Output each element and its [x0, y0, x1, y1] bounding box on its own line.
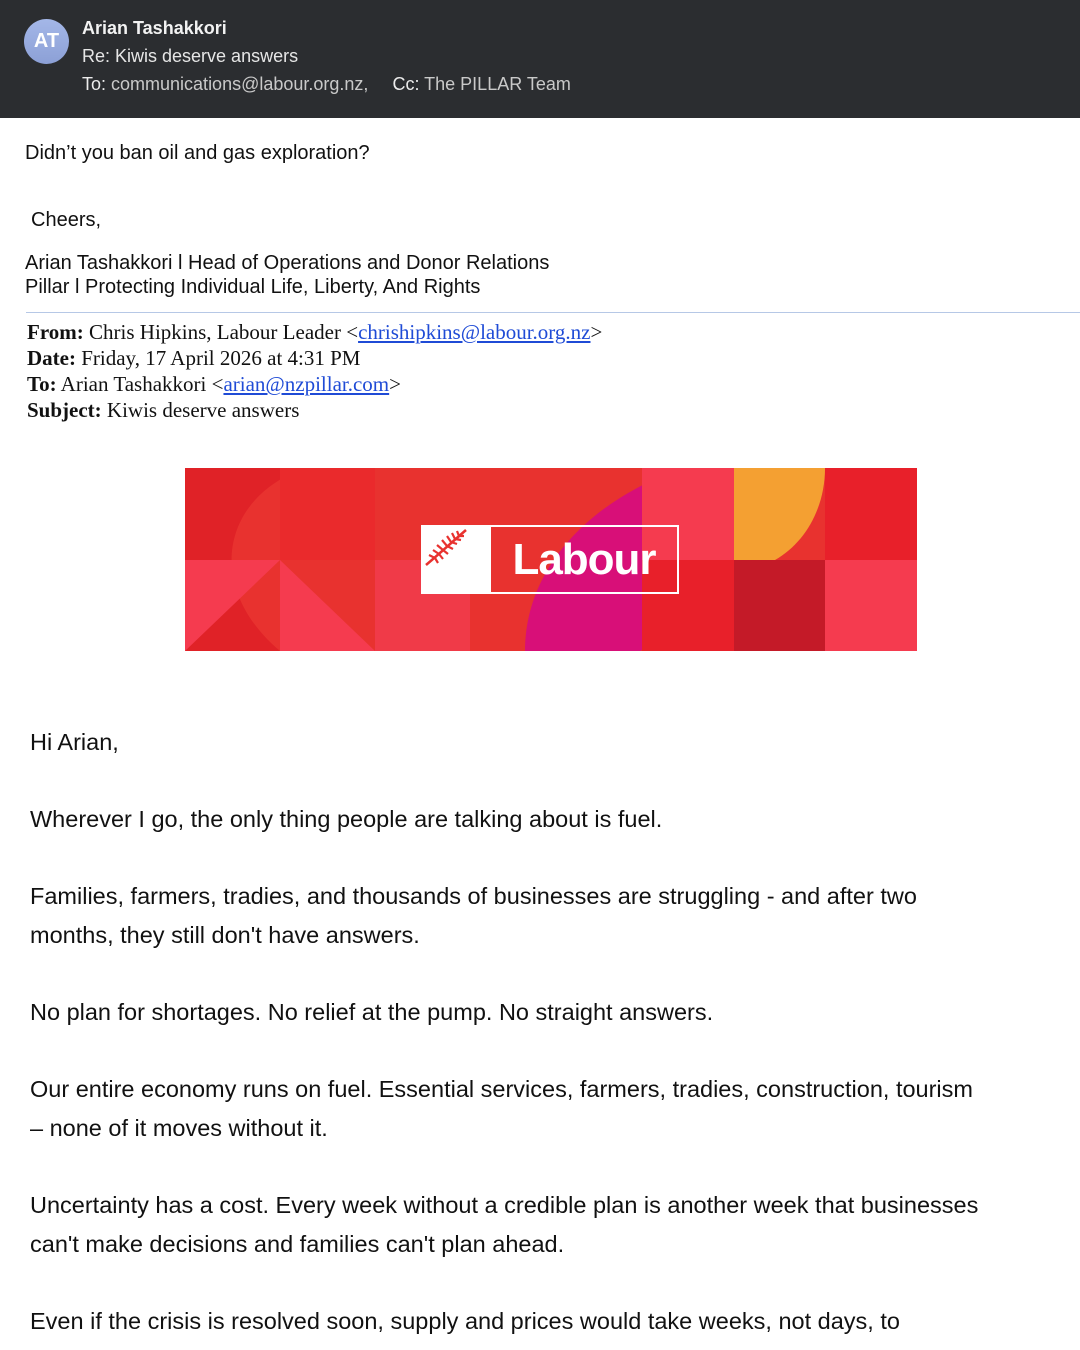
message-header	[0, 0, 1080, 118]
paragraph-4-line-1: Our entire economy runs on fuel. Essential services, farmers, tradies, construction, tourism	[30, 1076, 973, 1102]
paragraph-4-line-2: – none of it moves without it.	[30, 1115, 328, 1141]
from-email-link[interactable]: chrishipkins@labour.org.nz	[358, 320, 591, 344]
avatar[interactable]: AT	[24, 19, 69, 64]
reply-signoff: Cheers,	[31, 209, 102, 231]
paragraph-6-line-1: Even if the crisis is resolved soon, supply and prices would take weeks, not days, to	[30, 1308, 900, 1334]
labour-logo[interactable]	[421, 525, 679, 594]
subject-line: Re: Kiwis deserve answers	[82, 46, 299, 66]
fern-box	[423, 527, 491, 592]
cc-recipient[interactable]: The PILLAR Team	[424, 74, 571, 94]
quote-divider	[26, 312, 1080, 313]
to-recipient[interactable]: communications@labour.org.nz,	[111, 74, 369, 94]
recipients-line	[82, 74, 571, 95]
forwarded-subject: Subject: Kiwis deserve answers	[27, 398, 300, 422]
forwarded-date: Date: Friday, 17 April 2026 at 4:31 PM	[27, 346, 361, 370]
greeting: Hi Arian,	[30, 729, 119, 755]
signature-line-2: Pillar l Protecting Individual Life, Liberty, And Rights	[25, 276, 481, 298]
forwarded-to: To: Arian Tashakkori <arian@nzpillar.com>	[27, 372, 401, 396]
to-label: To:	[82, 74, 107, 94]
reply-question: Didn’t you ban oil and gas exploration?	[25, 142, 370, 164]
labour-banner	[185, 468, 917, 651]
cc-label: Cc:	[392, 74, 420, 94]
sender-name[interactable]: Arian Tashakkori	[82, 18, 227, 38]
paragraph-2-line-2: months, they still don't have answers.	[30, 922, 420, 948]
paragraph-3: No plan for shortages. No relief at the pump. No straight answers.	[30, 999, 714, 1025]
paragraph-5-line-1: Uncertainty has a cost. Every week without a credible plan is another week that businesses	[30, 1192, 979, 1218]
fern-icon	[423, 527, 469, 567]
paragraph-1: Wherever I go, the only thing people are talking about is fuel.	[30, 806, 663, 832]
to-email-link[interactable]: arian@nzpillar.com	[223, 372, 390, 396]
signature-line-1: Arian Tashakkori l Head of Operations and Donor Relations	[25, 252, 550, 274]
forwarded-from: From: Chris Hipkins, Labour Leader <chrishipkins@labour.org.nz>	[27, 320, 603, 344]
paragraph-2-line-1: Families, farmers, tradies, and thousands of businesses are struggling - and after two	[30, 883, 917, 909]
labour-wordmark: Labour	[512, 534, 656, 584]
paragraph-5-line-2: can't make decisions and families can't plan ahead.	[30, 1231, 565, 1257]
